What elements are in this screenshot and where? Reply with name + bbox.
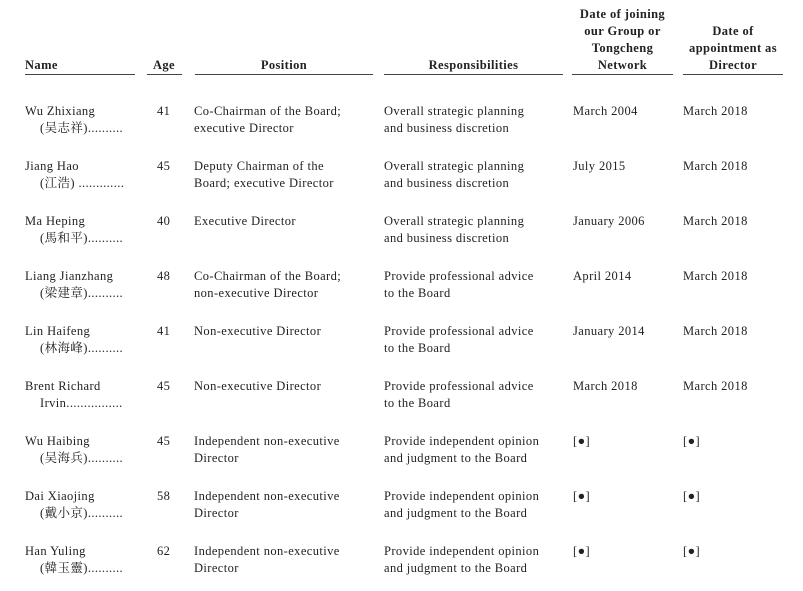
header-date-joining-line: our Group or xyxy=(584,24,661,38)
director-date-joining: March 2004 xyxy=(573,104,638,118)
director-chinese-name: (吴海兵).......... xyxy=(40,451,124,465)
director-date-appointment: March 2018 xyxy=(683,159,748,173)
director-date-joining: January 2014 xyxy=(573,324,645,338)
director-chinese-name: (吴志祥).......... xyxy=(40,121,124,135)
director-date-joining: [●] xyxy=(573,544,591,558)
director-name: Lin Haifeng xyxy=(25,324,91,338)
director-age: 41 xyxy=(157,324,171,338)
director-chinese-name: Irvin................ xyxy=(40,396,123,410)
director-date-appointment: March 2018 xyxy=(683,324,748,338)
director-date-appointment: March 2018 xyxy=(683,214,748,228)
director-position-line: Independent non-executive xyxy=(194,489,340,503)
director-chinese-name: (林海峰).......... xyxy=(40,341,124,355)
director-date-joining: July 2015 xyxy=(573,159,626,173)
director-position-line: Deputy Chairman of the xyxy=(194,159,324,173)
director-position xyxy=(194,103,341,137)
director-age: 45 xyxy=(157,379,171,393)
director-responsibilities xyxy=(384,103,524,137)
director-responsibilities-line: and business discretion xyxy=(384,121,510,135)
director-responsibilities-line: to the Board xyxy=(384,286,451,300)
director-name: Brent Richard xyxy=(25,379,101,393)
director-position-line: Non-executive Director xyxy=(194,379,322,393)
director-date-joining: [●] xyxy=(573,434,591,448)
director-age: 58 xyxy=(157,489,171,503)
director-name: Han Yuling xyxy=(25,544,86,558)
director-responsibilities-line: Provide independent opinion xyxy=(384,434,540,448)
table-row xyxy=(0,488,803,528)
director-name-cell xyxy=(25,488,123,522)
director-date-appointment: March 2018 xyxy=(683,269,748,283)
director-name-cell xyxy=(25,433,123,467)
director-responsibilities-line: and judgment to the Board xyxy=(384,506,528,520)
director-name-cell xyxy=(25,378,123,412)
director-name: Ma Heping xyxy=(25,214,86,228)
table-row xyxy=(0,268,803,308)
header-rule-date-appointment xyxy=(683,74,783,75)
director-date-joining: March 2018 xyxy=(573,379,638,393)
director-responsibilities xyxy=(384,378,534,412)
director-date-appointment: [●] xyxy=(683,434,701,448)
director-name-cell xyxy=(25,158,124,192)
director-position-line: Co-Chairman of the Board; xyxy=(194,104,342,118)
director-responsibilities-line: Overall strategic planning xyxy=(384,159,525,173)
director-position xyxy=(194,268,341,302)
director-name: Liang Jianzhang xyxy=(25,269,114,283)
director-date-joining: [●] xyxy=(573,489,591,503)
director-position xyxy=(194,378,321,395)
director-name-cell xyxy=(25,213,123,247)
director-responsibilities xyxy=(384,158,524,192)
header-date-joining-line: Tongcheng xyxy=(591,41,654,55)
director-responsibilities-line: Provide professional advice xyxy=(384,324,534,338)
table-row xyxy=(0,323,803,363)
director-position xyxy=(194,213,296,230)
director-name: Dai Xiaojing xyxy=(25,489,95,503)
director-responsibilities-line: and judgment to the Board xyxy=(384,451,528,465)
header-rule-date-joining xyxy=(572,74,673,75)
director-responsibilities xyxy=(384,488,539,522)
header-date-appointment-line: Date of xyxy=(712,24,754,38)
header-responsibilities: Responsibilities xyxy=(428,58,519,72)
director-responsibilities-line: and business discretion xyxy=(384,231,510,245)
director-chinese-name: (江浩) ............. xyxy=(40,176,125,190)
director-age: 41 xyxy=(157,104,171,118)
director-responsibilities-line: and business discretion xyxy=(384,176,510,190)
header-date-appointment-line: Director xyxy=(708,58,758,72)
director-position-line: non-executive Director xyxy=(194,286,319,300)
director-date-appointment: March 2018 xyxy=(683,379,748,393)
director-position xyxy=(194,158,334,192)
director-age: 48 xyxy=(157,269,171,283)
director-name-cell xyxy=(25,268,123,302)
header-date-appointment xyxy=(683,23,783,74)
header-age: Age xyxy=(152,58,176,72)
header-position: Position xyxy=(260,58,308,72)
director-position-line: Board; executive Director xyxy=(194,176,334,190)
director-position-line: Independent non-executive xyxy=(194,434,340,448)
header-rule-position xyxy=(195,74,373,75)
table-row xyxy=(0,543,803,583)
director-position xyxy=(194,323,321,340)
header-rule-age xyxy=(147,74,182,75)
director-responsibilities xyxy=(384,213,524,247)
director-position-line: Independent non-executive xyxy=(194,544,340,558)
director-responsibilities-line: Provide independent opinion xyxy=(384,544,540,558)
header-rule-name xyxy=(25,74,135,75)
table-row xyxy=(0,158,803,198)
director-position xyxy=(194,543,340,577)
director-position-line: Director xyxy=(194,561,239,575)
director-date-appointment: [●] xyxy=(683,544,701,558)
director-name-cell xyxy=(25,103,123,137)
table-row xyxy=(0,213,803,253)
director-position-line: Executive Director xyxy=(194,214,296,228)
director-responsibilities-line: Overall strategic planning xyxy=(384,214,525,228)
table-row xyxy=(0,103,803,143)
director-position-line: Director xyxy=(194,506,239,520)
director-responsibilities-line: Provide professional advice xyxy=(384,379,534,393)
director-responsibilities xyxy=(384,268,534,302)
director-chinese-name: (戴小京).......... xyxy=(40,506,124,520)
director-position-line: Director xyxy=(194,451,239,465)
director-date-appointment: [●] xyxy=(683,489,701,503)
director-name-cell xyxy=(25,543,123,577)
director-age: 45 xyxy=(157,159,171,173)
director-responsibilities-line: and judgment to the Board xyxy=(384,561,528,575)
director-responsibilities xyxy=(384,323,534,357)
director-chinese-name: (韓玉靈).......... xyxy=(40,561,124,575)
director-responsibilities-line: Provide professional advice xyxy=(384,269,534,283)
director-chinese-name: (梁建章).......... xyxy=(40,286,124,300)
table-row xyxy=(0,378,803,418)
director-age: 62 xyxy=(157,544,171,558)
director-date-joining: April 2014 xyxy=(573,269,632,283)
header-name: Name xyxy=(25,58,58,72)
director-name-cell xyxy=(25,323,123,357)
director-responsibilities xyxy=(384,433,539,467)
director-responsibilities-line: Overall strategic planning xyxy=(384,104,525,118)
director-position-line: executive Director xyxy=(194,121,294,135)
director-date-appointment: March 2018 xyxy=(683,104,748,118)
director-position xyxy=(194,433,340,467)
header-date-joining-line: Date of joining xyxy=(579,7,666,21)
director-position xyxy=(194,488,340,522)
header-date-joining-line: Network xyxy=(597,58,648,72)
header-rule-responsibilities xyxy=(384,74,563,75)
director-chinese-name: (馬和平).......... xyxy=(40,231,124,245)
table-row xyxy=(0,433,803,473)
director-position-line: Co-Chairman of the Board; xyxy=(194,269,342,283)
director-position-line: Non-executive Director xyxy=(194,324,322,338)
director-name: Wu Zhixiang xyxy=(25,104,96,118)
director-name: Jiang Hao xyxy=(25,159,79,173)
director-responsibilities-line: to the Board xyxy=(384,341,451,355)
director-responsibilities-line: to the Board xyxy=(384,396,451,410)
director-name: Wu Haibing xyxy=(25,434,90,448)
director-age: 40 xyxy=(157,214,171,228)
director-responsibilities xyxy=(384,543,539,577)
header-date-joining xyxy=(572,6,673,74)
header-date-appointment-line: appointment as xyxy=(689,41,777,55)
director-responsibilities-line: Provide independent opinion xyxy=(384,489,540,503)
director-age: 45 xyxy=(157,434,171,448)
director-date-joining: January 2006 xyxy=(573,214,645,228)
